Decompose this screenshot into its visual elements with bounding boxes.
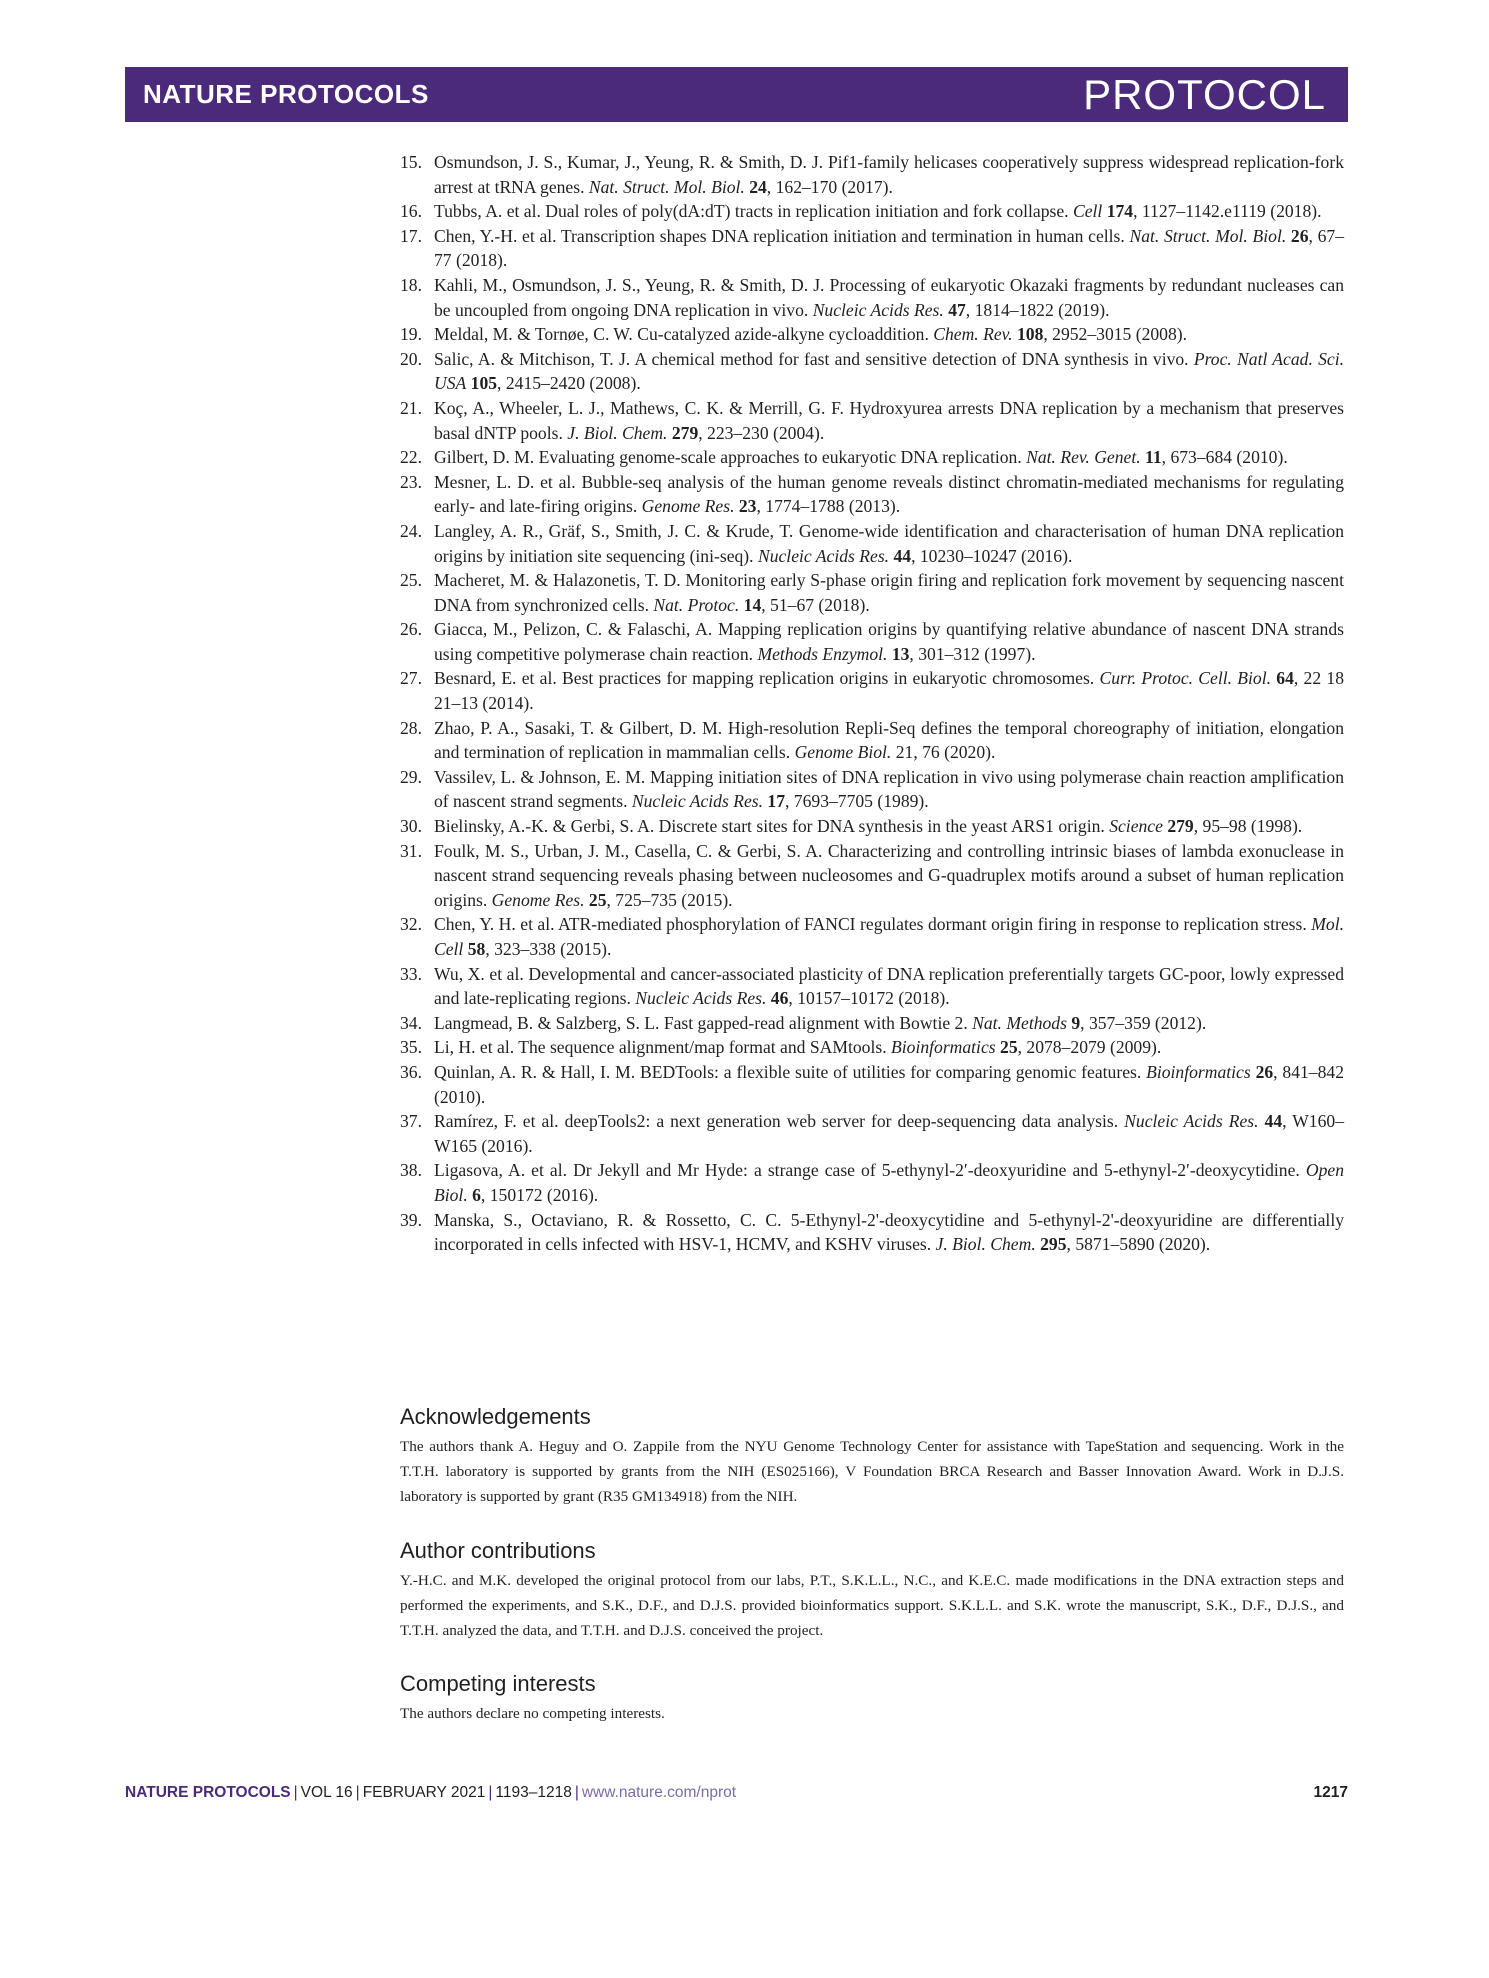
reference-number: 30. xyxy=(400,816,422,837)
reference-list xyxy=(400,150,1344,1257)
reference-journal: Curr. Protoc. Cell. Biol. xyxy=(1099,668,1272,689)
reference-volume: 47 xyxy=(948,299,966,320)
reference-item xyxy=(400,617,1344,666)
reference-number: 27. xyxy=(400,668,422,689)
reference-item xyxy=(400,1011,1344,1036)
reference-text: Meldal, M. & Tornøe, C. W. Cu-catalyzed azide-alkyne cycloaddition. xyxy=(434,324,934,345)
reference-text: Manska, S., Octaviano, R. & Rossetto, C. C. 5-Ethynyl-2'-deoxycytidine and 5-ethynyl-2'-deoxyuridine are differentially incorporated in cells infected with HSV-1, HCMV, and KSHV viruses. xyxy=(434,1209,1344,1255)
reference-item xyxy=(400,1035,1344,1060)
reference-pages-year: , 67–77 (2018). xyxy=(434,225,1344,271)
footer-date: FEBRUARY 2021 xyxy=(362,1784,486,1801)
reference-item xyxy=(400,716,1344,765)
reference-journal: Genome Res. xyxy=(641,496,735,517)
reference-text: Wu, X. et al. Developmental and cancer-associated plasticity of DNA replication preferentially targets GC-poor, lowly expressed and late-replicating regions. xyxy=(434,963,1344,1009)
reference-volume: 295 xyxy=(1040,1234,1067,1255)
reference-number: 18. xyxy=(400,274,422,295)
reference-number: 22. xyxy=(400,447,422,468)
acknowledgements-section xyxy=(400,1404,1344,1509)
reference-number: 37. xyxy=(400,1111,422,1132)
reference-journal: Nucleic Acids Res. xyxy=(631,791,763,812)
reference-number: 16. xyxy=(400,201,422,222)
reference-pages-year: , 301–312 (1997). xyxy=(909,643,1036,664)
footer-journal: NATURE PROTOCOLS xyxy=(125,1784,291,1801)
reference-number: 29. xyxy=(400,766,422,787)
reference-number: 24. xyxy=(400,520,422,541)
reference-item xyxy=(400,347,1344,396)
reference-volume: 44 xyxy=(893,545,912,566)
reference-pages-year: , 2415–2420 (2008). xyxy=(497,373,641,394)
reference-number: 21. xyxy=(400,397,422,418)
reference-item xyxy=(400,519,1344,568)
reference-pages-year: , 7693–7705 (1989). xyxy=(785,791,929,812)
footer-url-link[interactable]: www.nature.com/nprot xyxy=(581,1784,737,1801)
reference-journal: Nucleic Acids Res. xyxy=(1124,1111,1259,1132)
reference-item xyxy=(400,962,1344,1011)
reference-journal: Nat. Rev. Genet. xyxy=(1026,447,1141,468)
reference-item xyxy=(400,322,1344,347)
journal-header-bar xyxy=(125,67,1348,122)
reference-item xyxy=(400,765,1344,814)
reference-text: Koç, A., Wheeler, L. J., Mathews, C. K. & Merrill, G. F. Hydroxyurea arrests DNA replication by a mechanism that preserves basal dNTP pools. xyxy=(434,397,1344,443)
reference-text: Quinlan, A. R. & Hall, I. M. BEDTools: a flexible suite of utilities for comparing genomic features. xyxy=(434,1061,1147,1082)
reference-journal: Nat. Struct. Mol. Biol. xyxy=(1129,225,1287,246)
reference-number: 31. xyxy=(400,840,422,861)
reference-text: Ligasova, A. et al. Dr Jekyll and Mr Hyde: a strange case of 5-ethynyl-2′-deoxyuridine and 5-ethynyl-2′-deoxycytidine. xyxy=(434,1160,1306,1181)
reference-item xyxy=(400,1109,1344,1158)
reference-item xyxy=(400,568,1344,617)
reference-text: Li, H. et al. The sequence alignment/map format and SAMtools. xyxy=(434,1037,892,1058)
reference-volume: 25 xyxy=(588,889,607,910)
reference-text: Ramírez, F. et al. deepTools2: a next generation web server for deep-sequencing data analysis. xyxy=(434,1111,1125,1132)
reference-number: 26. xyxy=(400,619,422,640)
reference-number: 28. xyxy=(400,717,422,738)
reference-volume: 108 xyxy=(1016,324,1044,345)
reference-journal: Open Biol. xyxy=(434,1160,1344,1205)
reference-number: 15. xyxy=(400,152,422,172)
reference-pages-year: , 1774–1788 (2013). xyxy=(756,496,901,517)
reference-journal: Science xyxy=(1109,816,1163,837)
reference-journal: Nucleic Acids Res. xyxy=(635,988,767,1009)
reference-text: Tubbs, A. et al. Dual roles of poly(dA:dT) tracts in replication initiation and fork collapse. xyxy=(434,201,1073,222)
reference-text: Salic, A. & Mitchison, T. J. A chemical method for fast and sensitive detection of DNA synthesis in vivo. xyxy=(434,348,1194,369)
reference-pages-year: , 673–684 (2010). xyxy=(1161,447,1288,468)
reference-pages-year: , 51–67 (2018). xyxy=(761,594,870,615)
reference-volume: 105 xyxy=(470,373,498,394)
reference-pages-year: 21, 76 (2020). xyxy=(895,742,996,763)
reference-volume: 11 xyxy=(1145,447,1162,468)
journal-name: NATURE PROTOCOLS xyxy=(143,79,429,109)
reference-volume: 26 xyxy=(1255,1061,1274,1082)
reference-volume: 64 xyxy=(1276,668,1294,689)
reference-journal: Chem. Rev. xyxy=(933,324,1013,345)
reference-pages-year: , 223–230 (2004). xyxy=(698,422,825,443)
section-body: Y.-H.C. and M.K. developed the original protocol from our labs, P.T., S.K.L.L., N.C., and K.E.C. made modifications in the DNA extraction steps and performed the experiments, and S.K., D.F., and D.J.S. provided bioinformatics support. S.K.L.L. and S.K. wrote the manuscript, S.K., D.F., D.J.S., and T.T.H. analyzed the data, and T.T.H. and D.J.S. conceived the project. xyxy=(400,1572,1344,1639)
reference-text: Gilbert, D. M. Evaluating genome-scale approaches to eukaryotic DNA replication. xyxy=(434,447,1027,468)
reference-journal: Nat. Struct. Mol. Biol. xyxy=(588,176,745,197)
reference-journal: Methods Enzymol. xyxy=(757,643,888,664)
reference-text: Foulk, M. S., Urban, J. M., Casella, C. & Gerbi, S. A. Characterizing and controlling intrinsic biases of lambda exonuclease in nascent strand sequencing reveals phasing between nucleosomes and G-quadruplex motifs around a subset of human replication origins. xyxy=(434,840,1344,910)
section-body: The authors thank A. Heguy and O. Zappile from the NYU Genome Technology Center for assistance with TapeStation and sequencing. Work in the T.T.H. laboratory is supported by grants from the NIH (ES025166), V Foundation BRCA Research and Basser Innovation Award. Work in D.J.S. laboratory is supported by grant (R35 GM134918) from the NIH. xyxy=(400,1438,1344,1505)
reference-pages-year: , 841–842 (2010). xyxy=(434,1061,1344,1107)
reference-number: 33. xyxy=(400,963,422,984)
reference-volume: 23 xyxy=(738,496,757,517)
reference-item xyxy=(400,1208,1344,1257)
reference-journal: Proc. Natl Acad. Sci. USA xyxy=(434,348,1344,394)
reference-pages-year: , 162–170 (2017). xyxy=(766,176,893,197)
reference-number: 38. xyxy=(400,1160,422,1181)
reference-item xyxy=(400,396,1344,445)
reference-volume: 279 xyxy=(671,422,699,443)
reference-volume: 174 xyxy=(1106,201,1134,222)
reference-journal: Cell xyxy=(1072,201,1103,222)
reference-journal: Nat. Protoc. xyxy=(653,594,740,615)
reference-volume: 26 xyxy=(1290,225,1309,246)
reference-item xyxy=(400,912,1344,961)
reference-number: 19. xyxy=(400,324,422,345)
section-heading: Competing interests xyxy=(400,1671,596,1696)
reference-volume: 25 xyxy=(1000,1037,1018,1058)
reference-volume: 13 xyxy=(891,643,910,664)
reference-journal: Nucleic Acids Res. xyxy=(812,299,944,320)
footer-volume: VOL 16 xyxy=(300,1784,353,1801)
reference-text: Osmundson, J. S., Kumar, J., Yeung, R. & Smith, D. J. Pif1-family helicases cooperatively suppress widespread replication-fork arrest at tRNA genes. xyxy=(434,152,1344,197)
reference-number: 34. xyxy=(400,1012,422,1033)
reference-journal: J. Biol. Chem. xyxy=(935,1234,1036,1255)
reference-pages-year: , 323–338 (2015). xyxy=(485,939,612,959)
reference-volume: 58 xyxy=(467,939,486,959)
reference-pages-year: , 725–735 (2015). xyxy=(606,889,733,910)
reference-volume: 6 xyxy=(472,1184,481,1205)
reference-item xyxy=(400,199,1344,224)
reference-volume: 14 xyxy=(743,594,762,615)
reference-journal: Mol. Cell xyxy=(434,914,1344,959)
reference-number: 39. xyxy=(400,1209,422,1230)
page-number: 1217 xyxy=(1313,1784,1348,1801)
reference-text: Macheret, M. & Halazonetis, T. D. Monitoring early S-phase origin firing and replication fork movement by sequencing nascent DNA from synchronized cells. xyxy=(434,570,1344,615)
reference-item xyxy=(400,1158,1344,1207)
reference-pages-year: , W160–W165 (2016). xyxy=(434,1111,1344,1156)
page-footer: NATURE PROTOCOLS | VOL 16 | FEBRUARY 2021 | 1193–1218 | www.nature.com/nprot 1217 xyxy=(125,1784,1348,1801)
reference-item xyxy=(400,224,1344,273)
reference-pages-year: , 10230–10247 (2016). xyxy=(911,545,1073,566)
reference-pages-year: , 22 18 21–13 (2014). xyxy=(434,668,1344,714)
reference-pages-year: , 5871–5890 (2020). xyxy=(1066,1234,1211,1255)
section-heading: Author contributions xyxy=(400,1538,596,1563)
reference-pages-year: , 1814–1822 (2019). xyxy=(965,299,1110,320)
reference-volume: 17 xyxy=(767,791,785,812)
reference-item xyxy=(400,445,1344,470)
reference-number: 25. xyxy=(400,570,422,591)
reference-pages-year: , 10157–10172 (2018). xyxy=(788,988,950,1009)
reference-number: 20. xyxy=(400,348,422,369)
reference-number: 17. xyxy=(400,225,422,246)
reference-pages-year: , 357–359 (2012). xyxy=(1080,1012,1207,1033)
reference-journal: J. Biol. Chem. xyxy=(567,422,668,443)
reference-text: Bielinsky, A.-K. & Gerbi, S. A. Discrete start sites for DNA synthesis in the yeast ARS1 origin. xyxy=(434,816,1110,837)
reference-number: 23. xyxy=(400,471,422,492)
reference-item xyxy=(400,150,1344,199)
reference-text: Langley, A. R., Gräf, S., Smith, J. C. & Krude, T. Genome-wide identification and characterisation of human DNA replication origins by initiation site sequencing (ini-seq). xyxy=(434,520,1344,566)
reference-number: 36. xyxy=(400,1061,422,1082)
reference-item xyxy=(400,839,1344,913)
reference-text: Giacca, M., Pelizon, C. & Falaschi, A. Mapping replication origins by quantifying relative abundance of nascent DNA strands using competitive polymerase chain reaction. xyxy=(434,619,1344,664)
section-heading: Acknowledgements xyxy=(400,1404,591,1429)
reference-journal: Nat. Methods xyxy=(972,1012,1067,1033)
reference-volume: 9 xyxy=(1071,1012,1081,1033)
reference-journal: Genome Res. xyxy=(491,889,585,910)
reference-item xyxy=(400,470,1344,519)
reference-journal: Nucleic Acids Res. xyxy=(757,545,890,566)
competing-interests-section xyxy=(400,1671,1344,1726)
reference-item xyxy=(400,273,1344,322)
reference-volume: 279 xyxy=(1167,816,1194,837)
reference-item xyxy=(400,666,1344,715)
reference-text: Chen, Y.-H. et al. Transcription shapes DNA replication initiation and termination in human cells. xyxy=(434,225,1130,246)
reference-text: Besnard, E. et al. Best practices for mapping replication origins in eukaryotic chromosomes. xyxy=(434,668,1100,689)
reference-text: Kahli, M., Osmundson, J. S., Yeung, R. & Smith, D. J. Processing of eukaryotic Okazaki fragments by redundant nucleases can be uncoupled from ongoing DNA replication in vivo. xyxy=(434,274,1344,320)
footer-pages: 1193–1218 xyxy=(495,1784,572,1801)
reference-journal: Bioinformatics xyxy=(891,1037,996,1058)
reference-pages-year: , 2952–3015 (2008). xyxy=(1043,324,1188,345)
reference-text: Mesner, L. D. et al. Bubble-seq analysis of the human genome reveals distinct chromatin-mediated mechanisms for regulating early- and late-firing origins. xyxy=(434,471,1344,517)
reference-number: 35. xyxy=(400,1037,422,1058)
reference-volume: 44 xyxy=(1264,1111,1283,1132)
reference-volume: 46 xyxy=(770,988,789,1009)
reference-journal: Bioinformatics xyxy=(1146,1061,1251,1082)
article-type-label: PROTOCOL xyxy=(1083,71,1326,118)
reference-text: Zhao, P. A., Sasaki, T. & Gilbert, D. M. High-resolution Repli-Seq defines the temporal choreography of initiation, elongation and termination of replication in mammalian cells. xyxy=(434,717,1344,763)
reference-pages-year: , 1127–1142.e1119 (2018). xyxy=(1133,201,1322,222)
author-contributions-section xyxy=(400,1538,1344,1643)
section-body: The authors declare no competing interests. xyxy=(400,1705,665,1722)
reference-text: Chen, Y. H. et al. ATR-mediated phosphorylation of FANCI regulates dormant origin firing in response to replication stress. xyxy=(434,914,1312,935)
reference-text: Vassilev, L. & Johnson, E. M. Mapping initiation sites of DNA replication in vivo using polymerase chain reaction amplification of nascent strand segments. xyxy=(434,766,1344,812)
reference-pages-year: , 150172 (2016). xyxy=(480,1184,599,1205)
reference-text: Langmead, B. & Salzberg, S. L. Fast gapped-read alignment with Bowtie 2. xyxy=(434,1012,973,1033)
reference-number: 32. xyxy=(400,914,422,935)
reference-volume: 24 xyxy=(749,176,767,197)
reference-pages-year: , 2078–2079 (2009). xyxy=(1017,1037,1162,1058)
reference-pages-year: , 95–98 (1998). xyxy=(1193,816,1303,837)
reference-item xyxy=(400,1060,1344,1109)
reference-item xyxy=(400,814,1344,839)
reference-journal: Genome Biol. xyxy=(794,742,892,763)
